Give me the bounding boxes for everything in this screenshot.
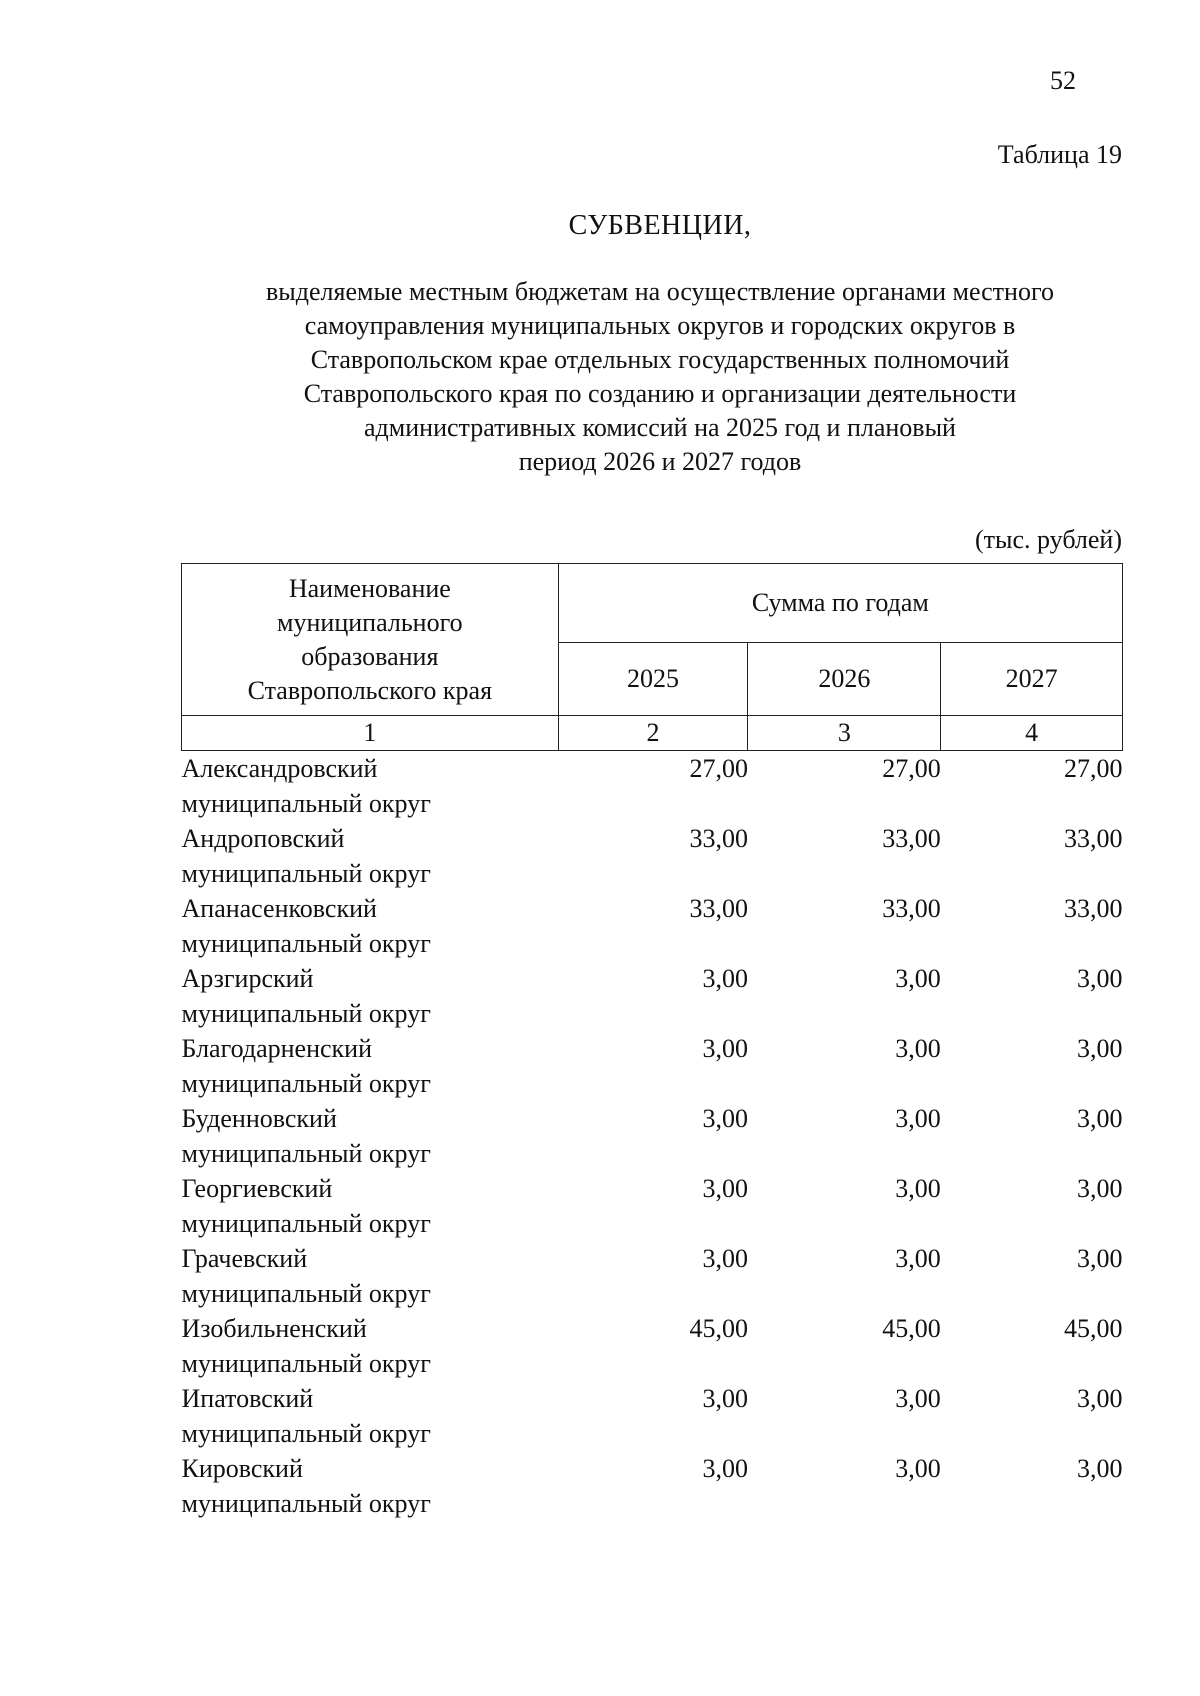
value-2025: 3,00 (702, 1174, 748, 1203)
value-2026: 3,00 (895, 1174, 941, 1203)
value-2025: 3,00 (702, 1034, 748, 1063)
value-2025: 27,00 (689, 754, 748, 783)
subtitle-line: административных комиссий на 2025 год и плановый (364, 413, 956, 442)
header-year-2025: 2025 (558, 643, 748, 716)
column-number: 3 (748, 716, 941, 751)
table-row (182, 891, 1123, 961)
column-number: 2 (558, 716, 748, 751)
municipality-name: Изобильненский муниципальный округ (181, 1314, 431, 1378)
column-number: 1 (182, 716, 559, 751)
subtitle-line: выделяемые местным бюджетам на осуществление органами местного (266, 277, 1054, 306)
municipality-name: Александровский муниципальный округ (181, 754, 431, 818)
municipality-name: Кировский муниципальный округ (181, 1454, 431, 1518)
value-2026: 33,00 (882, 894, 941, 923)
value-2027: 3,00 (1077, 964, 1123, 993)
value-2025: 3,00 (702, 1244, 748, 1273)
value-2025: 33,00 (689, 894, 748, 923)
value-2025: 3,00 (702, 1384, 748, 1413)
value-2025: 33,00 (689, 824, 748, 853)
table-row (182, 1031, 1123, 1101)
header-municipality: Наименование муниципального образования Ставропольского края (182, 564, 559, 716)
value-2025: 3,00 (702, 964, 748, 993)
table-row (182, 961, 1123, 1031)
value-2026: 27,00 (882, 754, 941, 783)
header-sum-by-years: Сумма по годам (558, 564, 1122, 643)
table-row (182, 1241, 1123, 1311)
subventions-table (181, 563, 1123, 1521)
municipality-name: Грачевский муниципальный округ (181, 1244, 431, 1308)
document-title: СУБВЕНЦИИ, (568, 210, 752, 241)
value-2027: 33,00 (1064, 894, 1123, 923)
header-year-2027: 2027 (941, 643, 1123, 716)
table-row (182, 1451, 1123, 1521)
document-subtitle (200, 275, 1120, 479)
value-2027: 3,00 (1077, 1174, 1123, 1203)
table-row (182, 821, 1123, 891)
municipality-name: Буденновский муниципальный округ (181, 1104, 431, 1168)
value-2027: 45,00 (1064, 1314, 1123, 1343)
units-label: (тыс. рублей) (974, 525, 1122, 554)
value-2026: 33,00 (882, 824, 941, 853)
value-2025: 3,00 (702, 1104, 748, 1133)
column-number: 4 (941, 716, 1123, 751)
value-2027: 3,00 (1077, 1034, 1123, 1063)
municipality-name: Георгиевский муниципальный округ (181, 1174, 431, 1238)
subtitle-line: Ставропольского края по созданию и организации деятельности (303, 379, 1017, 408)
value-2027: 27,00 (1064, 754, 1123, 783)
value-2025: 3,00 (702, 1454, 748, 1483)
subtitle-line: Ставропольском крае отдельных государственных полномочий (310, 345, 1010, 374)
value-2027: 3,00 (1077, 1384, 1123, 1413)
table-row (182, 1171, 1123, 1241)
value-2026: 3,00 (895, 1244, 941, 1273)
value-2025: 45,00 (689, 1314, 748, 1343)
value-2027: 3,00 (1077, 1454, 1123, 1483)
municipality-name: Арзгирский муниципальный округ (181, 964, 431, 1028)
municipality-name: Андроповский муниципальный округ (181, 824, 431, 888)
table-label: Таблица 19 (997, 140, 1122, 169)
municipality-name: Ипатовский муниципальный округ (181, 1384, 431, 1448)
value-2026: 3,00 (895, 1104, 941, 1133)
value-2027: 3,00 (1077, 1244, 1123, 1273)
value-2026: 3,00 (895, 1034, 941, 1063)
value-2027: 3,00 (1077, 1104, 1123, 1133)
municipality-name: Апанасенковский муниципальный округ (181, 894, 431, 958)
value-2026: 3,00 (895, 964, 941, 993)
subtitle-line: период 2026 и 2027 годов (518, 447, 802, 476)
table-row (182, 1311, 1123, 1381)
table-row (182, 1101, 1123, 1171)
table-row (182, 751, 1123, 822)
value-2026: 3,00 (895, 1384, 941, 1413)
value-2027: 33,00 (1064, 824, 1123, 853)
header-year-2026: 2026 (748, 643, 941, 716)
value-2026: 45,00 (882, 1314, 941, 1343)
table-row (182, 1381, 1123, 1451)
municipality-name: Благодарненский муниципальный округ (181, 1034, 431, 1098)
page-number: 52 (1050, 66, 1076, 95)
value-2026: 3,00 (895, 1454, 941, 1483)
subtitle-line: самоуправления муниципальных округов и городских округов в (304, 311, 1016, 340)
